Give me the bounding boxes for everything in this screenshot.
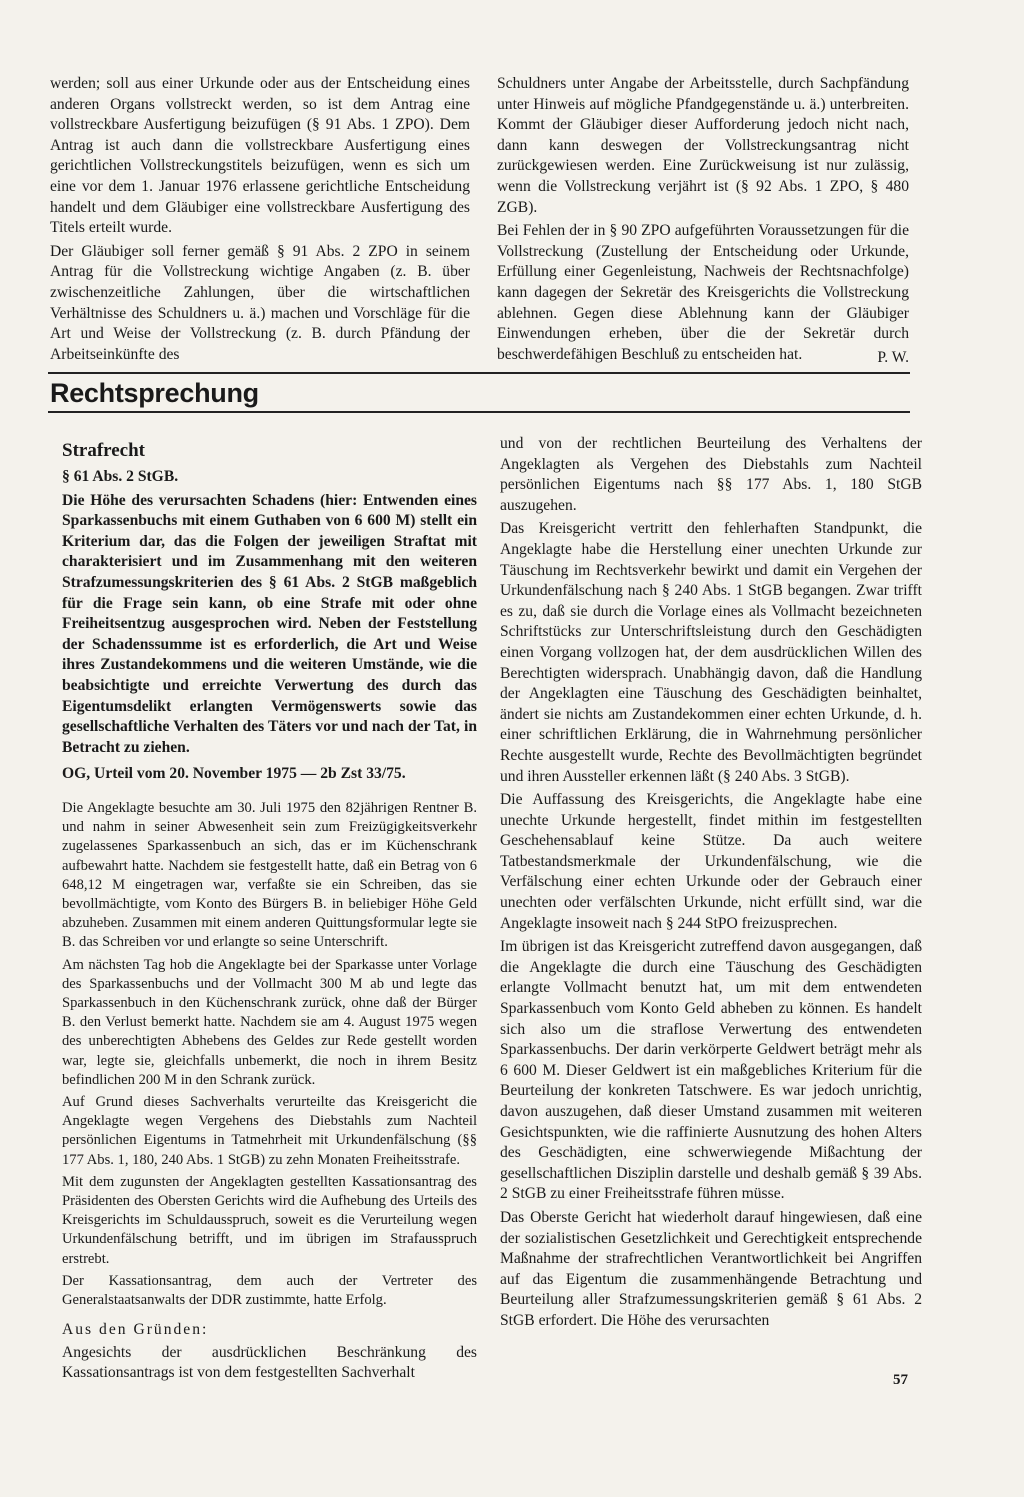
subsection-title: Strafrecht [62,440,146,461]
bottom-left-column [62,438,477,1387]
paragraph: Der Kassationsantrag, dem auch der Vertreter des Generalstaatsanwalts der DDR zustimmte, hatte Erfolg. [62,1272,477,1308]
headnote: Die Höhe des verursachten Schadens (hier: Entwenden eines Sparkassenbuchs mit einem Guthaben von 6 600 M) stellt ein Kriterium dar, das die Folgen der jeweiligen Straftat mit charakterisiert und im Zusammenhang mit den weiteren Strafzumessungskriterien des § 61 Abs. 2 StGB maßgeblich für die Frage sein kann, ob eine Strafe mit oder ohne Freiheitsentzug ausgesprochen wird. Neben der Feststellung der Schadenssumme ist es erforderlich, die Art und Weise ihres Zustandekommens und die weiteren Umstände, wie die beabsichtigte und erreichte Verwertung des durch das Eigentumsdelikt erlangten Vermögenswerts sowie das gesellschaftliche Verhalten des Täters vor und nach der Tat, in Betracht zu ziehen. [62,491,477,756]
paragraph: Im übrigen ist das Kreisgericht zutreffend davon ausgegangen, daß die Angeklagte die durch eine Täuschung des Geschädigten erlangte Vollmacht benutzt hat, um mit dem entwendeten Sparkassenbuch vom Konto Geld abheben zu können. Es handelt sich also um die straflose Verwertung des entwendeten Sparkassenbuchs. Der darin verkörperte Geldwert beträgt mehr als 6 600 M. Dieser Geldwert ist ein maßgebliches Kriterium für die Beurteilung der konkreten Tatschwere. Es war jedoch unrichtig, davon auszugehen, daß dieser Umstand zusammen mit weiteren Gesichtspunkten, wie die raffinierte Ausnutzung des hohen Alters des Geschädigten, eine schwerwiegende Mißachtung der gesellschaftlichen Disziplin darstelle und deshalb gemäß § 39 Abs. 2 StGB zu einer Freiheitsstrafe führen müsse. [500,938,922,1203]
paragraph: Angesichts der ausdrücklichen Beschränkung des Kassationsantrags ist von dem festgestellten Sachverhalt [62,1343,477,1382]
grounds-heading: Aus den Gründen: [62,1321,209,1339]
paragraph: und von der rechtlichen Beurteilung des Verhaltens der Angeklagten als Vergehen des Diebstahls zum Nachteil persönlichen Eigentums nach §§ 177 Abs. 1, 180 StGB auszugehen. [500,435,922,514]
legal-norm: § 61 Abs. 2 StGB. [62,468,179,485]
page-number: 57 [893,1372,908,1388]
section-title: Rechtsprechung [50,378,259,408]
paragraph: Bei Fehlen der in § 90 ZPO aufgeführten Voraussetzungen für die Vollstreckung (Zustellung der Entscheidung oder Urkunde, Erfüllung einer Gegenleistung, Nachweis der Rechtsnachfolge) kann dagegen der Sekretär des Kreisgerichts die Vollstreckung ablehnen. Gegen diese Ablehnung kann der Gläubiger Einwendungen erheben, über die der Sekretär durch beschwerdefähigen Beschluß zu entscheiden hat. [497,222,909,363]
section-rule-bottom [48,411,910,413]
paragraph: Die Angeklagte besuchte am 30. Juli 1975 den 82jährigen Rentner B. und nahm in seiner Abwesenheit sein zum Freizügigkeitsverkehr zugelassenes Sparkassenbuch an sich, das er im Küchenschrank aufbewahrt hatte. Nachdem sie festgestellt hatte, daß ein Betrag von 6 648,12 M eingetragen war, verfaßte sie ein Schreiben, das sie bevollmächtigte, vom Konto des Bürgers B. in beliebiger Höhe Geld abzuheben. Zusammen mit einem anderen Quittungsformular legte sie B. das Schreiben vor und erlangte so seine Unterschrift. [62,799,477,951]
paragraph: Am nächsten Tag hob die Angeklagte bei der Sparkasse unter Vorlage des Sparkassenbuchs und der Vollmacht 300 M ab und legte das Sparkassenbuch in den Küchenschrank zurück, ohne daß der Bürger B. den Verlust bemerkt hatte. Nachdem sie am 4. August 1975 wegen des unberechtigten Abhebens des Geldes zur Rede gestellt worden war, legte sie, gleichfalls unbemerkt, die noch in ihrem Besitz befindlichen 200 M in den Schrank zurück. [62,956,477,1088]
paragraph: Die Auffassung des Kreisgerichts, die Angeklagte habe eine unechte Urkunde hergestellt, findet mithin im festgestellten Geschehensablauf keine Stütze. Da auch weitere Tatbestandsmerkmale der Urkundenfälschung, wie die Verfälschung einer echten Urkunde oder der Gebrauch einer unechten oder verfälschten Urkunde, nicht erfüllt sind, war die Angeklagte insoweit nach § 244 StPO freizusprechen. [500,791,922,932]
author-signature: P. W. [877,348,909,366]
paragraph: Schuldners unter Angabe der Arbeitsstelle, durch Sachpfändung unter Hinweis auf mögliche Pfandgegenstände u. ä.) unterbreiten. Kommt der Gläubiger dieser Aufforderung jedoch nicht nach, dann kann deswegen der Vollstreckungsantrag nicht zurückgewiesen werden. Eine Zurückweisung ist nur zulässig, wenn die Vollstreckung verjährt ist (§ 92 Abs. 1 ZPO, § 480 ZGB). [497,75,909,216]
section-rule-top [48,372,910,374]
paragraph: Auf Grund dieses Sachverhalts verurteilte das Kreisgericht die Angeklagte wegen Vergehens des Diebstahls zum Nachteil persönlichen Eigentums in Tatmehrheit mit Urkundenfälschung (§§ 177 Abs. 1, 180, 240 Abs. 1 StGB) zu zehn Monaten Freiheitsstrafe. [62,1093,477,1168]
top-left-column [50,74,470,368]
top-right-column [497,74,909,368]
paragraph: Mit dem zugunsten der Angeklagten gestellten Kassationsantrag des Präsidenten des Obersten Gerichts wird die Aufhebung des Urteils des Kreisgerichts im Schuldausspruch, soweit es die Verurteilung wegen Urkundenfälschung betrifft, und im übrigen im Strafausspruch erstrebt. [62,1173,477,1267]
paragraph: Das Kreisgericht vertritt den fehlerhaften Standpunkt, die Angeklagte habe die Herstellung einer unechten Urkunde zur Täuschung im Rechtsverkehr bewirkt und damit ein Vergehen der Urkundenfälschung nach § 240 Abs. 1 StGB begangen. Zwar trifft es zu, daß sie durch die Vorlage eines als Vollmacht bezeichneten Schriftstücks zur Unterschriftsleistung durch den Geschädigten einen Vorgang vollzogen hat, der dem ausdrücklichen Willen des Berechtigten widersprach. Unabhängig davon, daß die Handlung der Angeklagten eine Täuschung des Geschädigten beinhaltet, ändert sie nichts am Zustandekommen einer echten Urkunde, d. h. einer schriftlichen Erklärung, die in Wahrnehmung persönlicher Rechte ausgestellt wurde, Rechte des Bevollmächtigten begründet und ihren Aussteller erkennen läßt (§ 240 Abs. 3 StGB). [500,520,922,785]
paragraph: werden; soll aus einer Urkunde oder aus der Entscheidung eines anderen Organs vollstreckt werden, so ist dem Antrag eine vollstreckbare Ausfertigung beizufügen (§ 91 Abs. 1 ZPO). Dem Antrag ist auch dann die vollstreckbare Ausfertigung eines gerichtlichen Vollstreckungstitels beizufügen, wenn es sich um eine vor dem 1. Januar 1976 erlassene gerichtliche Entscheidung handelt und dem Gläubiger eine vollstreckbare Ausfertigung des Titels erteilt wurde. [50,75,470,237]
paragraph: Das Oberste Gericht hat wiederholt darauf hingewiesen, daß eine der sozialistischen Gesetzlichkeit und Gerechtigkeit entsprechende Maßnahme der strafrechtlichen Verantwortlichkeit bei Angriffen auf das Eigentum die zusammenhängende Betrachtung und Beurteilung aller Strafzumessungskriterien gemäß § 61 Abs. 2 StGB erfordert. Die Höhe des verursachten [500,1208,922,1329]
paragraph: Der Gläubiger soll ferner gemäß § 91 Abs. 2 ZPO in seinem Antrag für die Vollstreckung wichtige Angaben (z. B. über zwischenzeitliche Zahlungen, über die wirtschaftlichen Verhältnisse des Schuldners u. ä.) machen und Vorschläge für die Art und Weise der Vollstreckung (z. B. durch Pfändung der Arbeitseinkünfte des [50,242,470,363]
bottom-right-column [500,434,922,1335]
court-reference: OG, Urteil vom 20. November 1975 — 2b Zst 33/75. [62,765,406,783]
